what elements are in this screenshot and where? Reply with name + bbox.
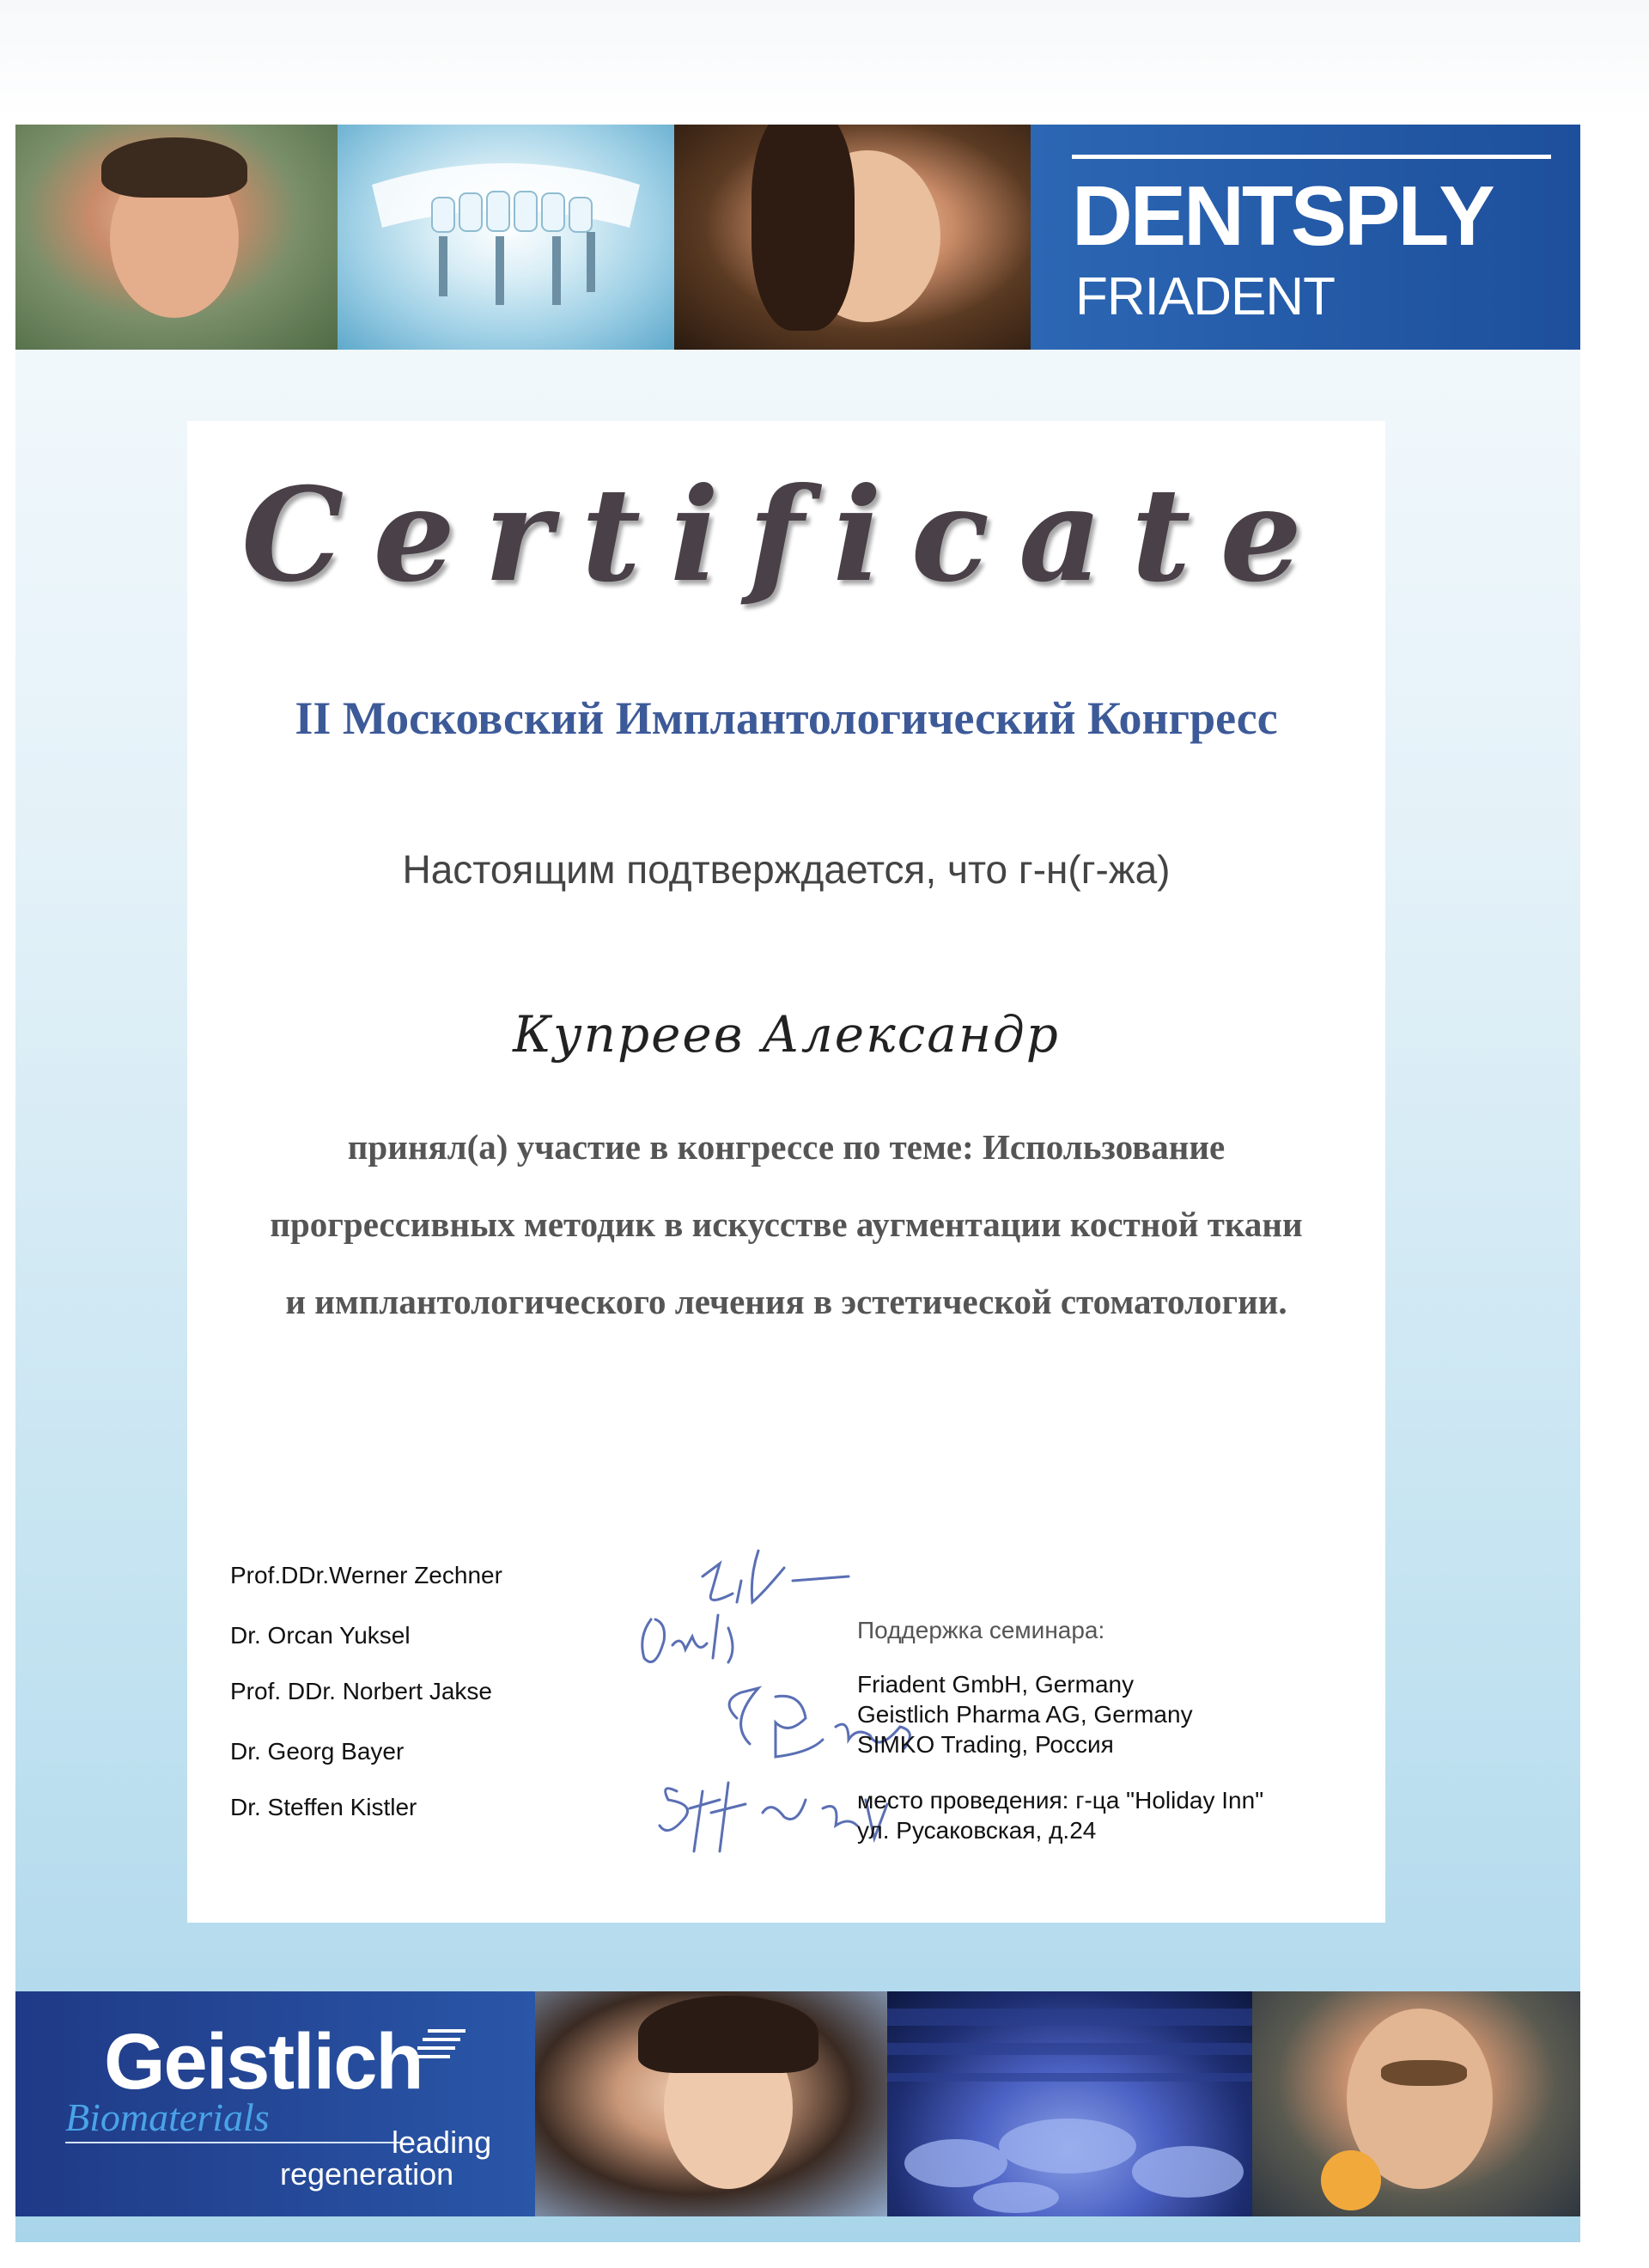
woman-hair-shape (638, 1996, 818, 2073)
implant-illustration (338, 125, 674, 350)
logo-rule (65, 2142, 400, 2143)
logo-geistlich: Geistlich (104, 2018, 423, 2106)
sponsor-item: Friadent GmbH, Germany (857, 1671, 1135, 1698)
signatory-name: Dr. Georg Bayer (230, 1738, 405, 1765)
topic-paragraph (222, 1108, 1351, 1340)
top-photo-strip (15, 125, 1580, 350)
woman-hair-shape (751, 125, 855, 331)
congress-name: II Московский Имплантологический Конгресс (295, 692, 1278, 744)
topic-line: и имплантологического лечения в эстетической стоматологии. (285, 1282, 1287, 1321)
signatory-name: Prof.DDr.Werner Zechner (230, 1562, 502, 1588)
signatory-name: Dr. Orcan Yuksel (230, 1622, 411, 1649)
support-block (857, 1615, 1338, 1845)
participant-name: Купреев Александр (513, 1005, 1060, 1064)
signatory-name: Prof. DDr. Norbert Jakse (230, 1678, 492, 1704)
topic-line: прогрессивных методик в искусстве аугментации костной ткани (270, 1204, 1303, 1244)
signatory-name: Dr. Steffen Kistler (230, 1794, 417, 1820)
venue-address: ул. Русаковская, д.24 (857, 1817, 1097, 1844)
orange-fruit-shape (1321, 2150, 1381, 2210)
dental-implant-photo (338, 125, 674, 350)
logo-rule (1072, 155, 1551, 159)
topic-line: принял(а) участие в конгрессе по теме: Использование (347, 1127, 1226, 1167)
man-hair-shape (101, 137, 247, 198)
logo-dentsply: DENTSPLY (1072, 168, 1493, 263)
bone-structure-photo (887, 1991, 1252, 2216)
businesswoman-photo (535, 1991, 887, 2216)
smiling-man-photo (15, 125, 338, 350)
logo-biomaterials: Biomaterials (65, 2095, 270, 2139)
support-heading: Поддержка семинара: (857, 1617, 1105, 1643)
certificate-title: Certificate (241, 460, 1331, 611)
tagline-regeneration: regeneration (280, 2156, 454, 2192)
sponsor-item: Geistlich Pharma AG, Germany (857, 1701, 1193, 1728)
glasses-shape (1381, 2060, 1467, 2086)
scan-margin (0, 0, 1649, 120)
logo-friadent: FRIADENT (1075, 267, 1335, 326)
confirmation-text: Настоящим подтверждается, что г-н(г-жа) (402, 847, 1171, 892)
dentsply-friadent-logo (1031, 125, 1580, 350)
geistlich-stripes-icon (412, 2024, 472, 2067)
sponsor-item: SIMKO Trading, Россия (857, 1731, 1114, 1758)
bottom-photo-strip (15, 1991, 1580, 2216)
smiling-woman-photo (674, 125, 1031, 350)
geistlich-logo (15, 1991, 535, 2216)
venue-line: место проведения: г-ца "Holiday Inn" (857, 1787, 1264, 1814)
elderly-man-photo (1252, 1991, 1580, 2216)
bone-illustration (887, 1991, 1252, 2216)
tagline-leading: leading (392, 2125, 492, 2160)
certificate-panel (187, 421, 1385, 1923)
